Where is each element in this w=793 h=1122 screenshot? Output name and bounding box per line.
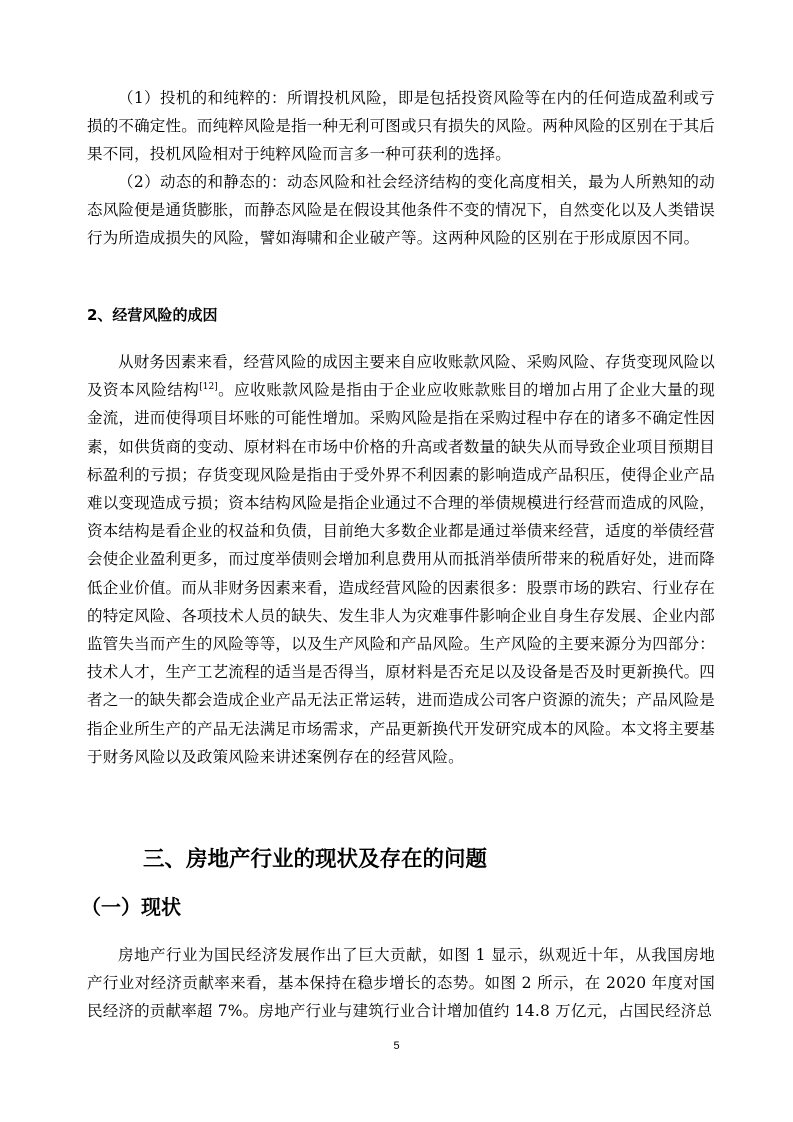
heading-operating-risk-causes: 2、经营风险的成因 — [87, 306, 218, 324]
page-number: 5 — [393, 1040, 400, 1052]
paragraph-text-part-2: 。应收账款风险是指由于企业应收账款账目的增加占用了企业大量的现金流，进而使得项目坏账的可能性增加。采购风险是指在采购过程中存在的诸多不确定性因素，如供货商的变动、原材料在市场中价格的升高或者数量的缺失从而导致企业项目预期目标盈利的亏损；存货变现风险是指由于受外界不利因素的影响造成产品积压，使得企业产品难以变现造成亏损；资本结构风险是指企业通过不合理的举债规模进行经营而造成的风险，资本结构是看企业的权益和负债，目前绝大多数企业都是通过举债来经营，适度的举债经营会使企业盈利更多，而过度举债则会增加利息费用从而抵消举债所带来的税盾好处，进而降低企业价值。而从非财务因素来看，造成经营风险的因素很多：股票市场的跌宕、行业存在的特定风险、各项技术人员的缺失、发生非人为灾难事件影响企业自身生存发展、企业内部监管失当而产生的风险等等，以及生产风险和产品风险。生产风险的主要来源分为四部分：技术人才，生产工艺流程的适当是否得当，原材料是否充足以及设备是否及时更新换代。四者之一的缺失都会造成企业产品无法正常运转，进而造成公司客户资源的流失；产品风险是指企业所生产的产品无法满足市场需求，产品更新换代开发研究成本的风险。本文将主要基于财务风险以及政策风险来讲述案例存在的经营风险。 — [87, 381, 716, 766]
page-content — [81, 84, 716, 1025]
paragraph-operating-risk-causes — [87, 348, 715, 826]
paragraph-industry-status: 房地产行业为国民经济发展作出了巨大贡献，如图 1 显示，纵观近十年，从我国房地产行业对经济贡献率来看，基本保持在稳步增长的态势。如图 2 所示，在 2020 年度对国民经济的贡献率超 7%。房地产行业与建筑行业合计增加值约 14.8 万亿元，占国民经济总 — [87, 946, 715, 1021]
subsection-heading-status: （一）现状 — [81, 895, 181, 919]
citation-reference: [12] — [199, 382, 218, 393]
paragraph-dynamic-static-risk: （2）动态的和静态的：动态风险和社会经济结构的变化高度相关，最为人所熟知的动态风险便是通货膨胀，而静态风险是在假设其他条件不变的情况下，自然变化以及人类错误行为所造成损失的风险，譬如海啸和企业破产等。这两种风险的区别在于形成原因不同。 — [87, 173, 716, 248]
paragraph-text-part-1: 从财务因素来看，经营风险的成因主要来自应收账款风险、采购风险、存货变现风险以及资本风险结构 — [87, 353, 715, 400]
section-heading-real-estate: 三、房地产行业的现状及存在的问题 — [143, 847, 488, 872]
paragraph-speculative-pure-risk: （1）投机的和纯粹的：所谓投机风险，即是包括投资风险等在内的任何造成盈利或亏损的不确定性。而纯粹风险是指一种无利可图或只有损失的风险。两种风险的区别在于其后果不同，投机风险相对于纯粹风险而言多一种可获利的选择。 — [87, 89, 716, 164]
